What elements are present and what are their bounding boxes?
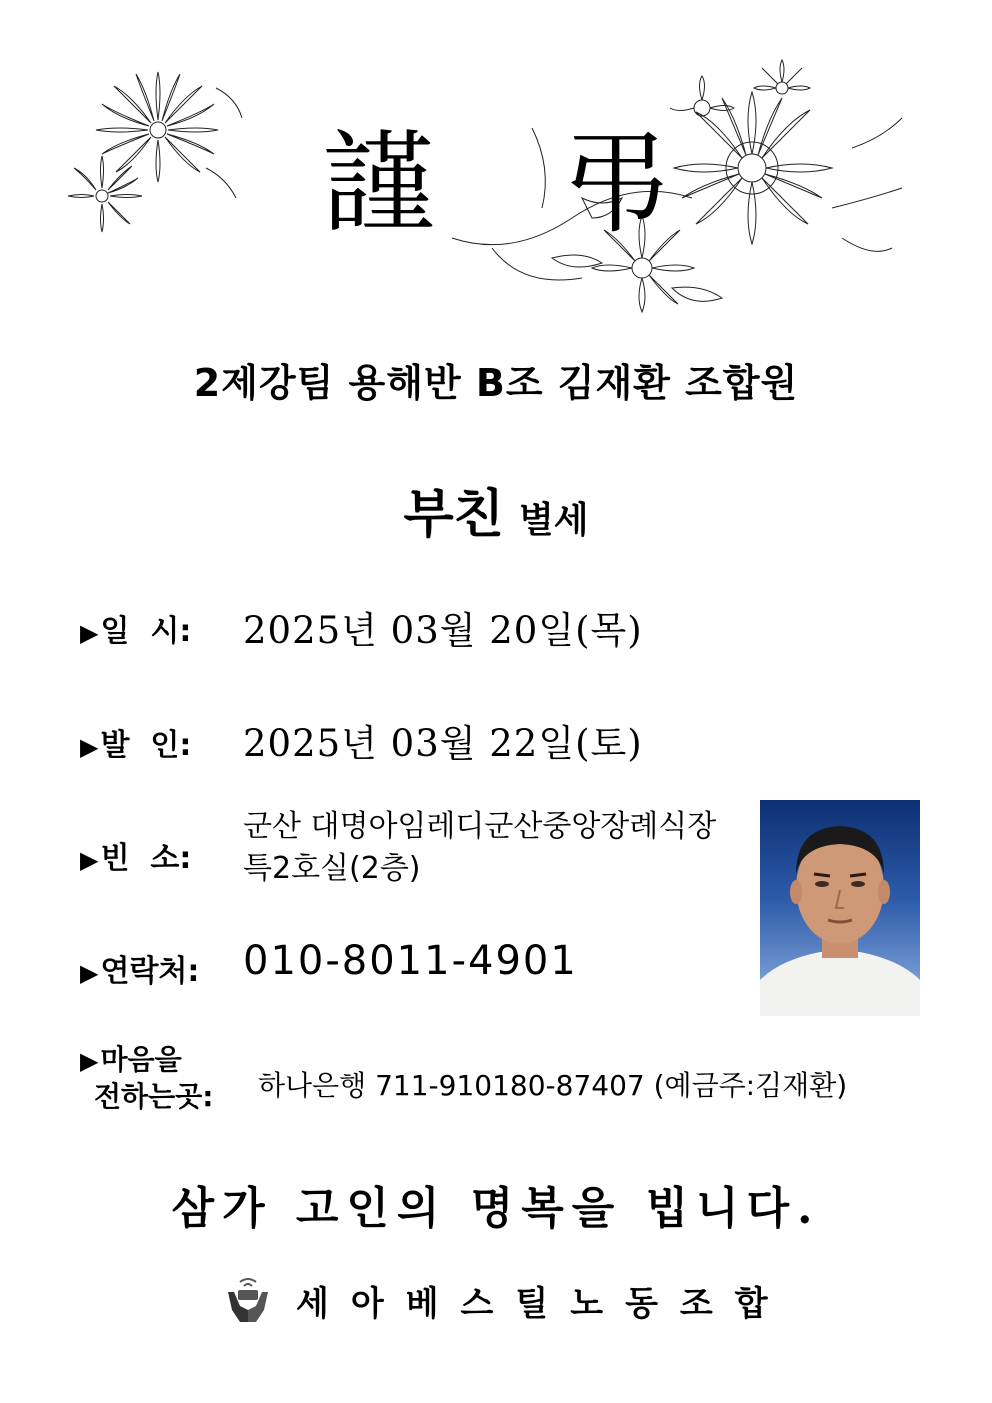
title-char-jo: 弔 [560,119,672,249]
condolence-message: 삼가 고인의 명복을 빕니다. [171,1183,821,1234]
bullet-icon: ▶ [80,959,99,987]
chrysanthemum-right-icon [432,58,912,320]
member-line: 2제강팀 용해반 B조 김재환 조합원 [193,361,799,405]
funeral-hall-line1: 군산 대명아임레디군산중앙장례식장 [243,809,717,844]
chrysanthemum-left-icon [66,68,246,238]
bullet-icon: ▶ [80,619,99,647]
funeral-hall-label-text: 빈 소: [100,841,192,876]
bullet-icon: ▶ [80,1047,99,1075]
date-value: 2025년 03월 20일(목) [243,609,643,652]
departure-label [80,720,191,764]
date-label [80,606,191,650]
donation-label [80,1042,213,1115]
contact-label-text: 연락처: [100,954,200,989]
contact-value: 010-8011-4901 [243,938,578,984]
donation-label-line2: 전하는곳: [94,1080,214,1113]
donation-label-line1: 마음을 [100,1043,182,1076]
funeral-hall-label [80,833,191,877]
title-char-geun: 謹 [322,119,434,249]
event-text: 별세 [519,500,589,541]
hands-holding-icon [226,1276,270,1324]
portrait-photo [760,800,920,1016]
funeral-hall-line2: 특2호실(2층) [243,851,421,886]
funeral-hall-value [243,806,716,890]
contact-label [80,946,199,990]
relation-line [0,472,992,547]
departure-label-text: 발 인: [100,728,192,763]
relation-text: 부친 [403,485,504,545]
bullet-icon: ▶ [80,733,99,761]
donation-value: 하나은행 711-910180-87407 (예금주:김재환) [258,1069,848,1102]
date-label-text: 일 시: [100,614,192,649]
person-portrait-icon [760,800,920,1016]
bullet-icon: ▶ [80,846,99,874]
union-name: 세아베스틸노동조합 [296,1284,790,1324]
departure-value: 2025년 03월 22일(토) [243,722,643,765]
